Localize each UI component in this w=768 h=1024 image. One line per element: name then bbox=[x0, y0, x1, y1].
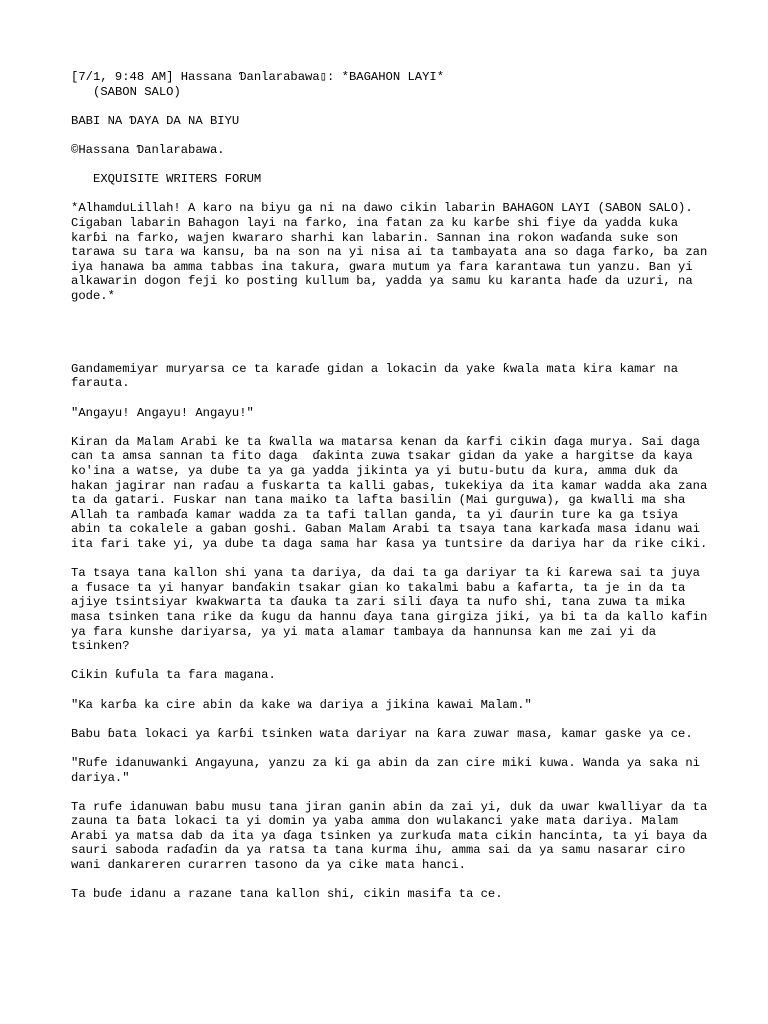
forum-name: EXQUISITE WRITERS FORUM bbox=[93, 172, 262, 187]
story-paragraph: Ta rufe idanuwan babu musu tana jiran ganin abin da zai yi, duk da uwar kwalliyar da ta zauna ta ɓata lokaci ta yi domin ya yaba amma don wulakanci yake mata dariya. Malam Arabi ya matsa dab da ita ya ɗaga tsinken ya zurkuɗa mata cikin hancinta, ta yi baya da sauri saboda raɗaɗin da ya ratsa ta tana kurma ihu, amma sai da ya samu nasarar ciro wani dankareren curarren tasono da ya cike mata hanci. bbox=[71, 799, 715, 873]
story-paragraph: Ta buɗe idanu a razane tana kallon shi, cikin masifa ta ce. bbox=[71, 887, 503, 902]
story-paragraph: "Angayu! Angayu! Angayu!" bbox=[71, 405, 254, 420]
story-paragraph: Cikin ƙufula ta fara magana. bbox=[71, 668, 276, 683]
story-paragraph: Ta tsaya tana kallon shi yana ta dariya, da dai ta ga dariyar ta ƙi ƙarewa sai ta juya a fusace ta yi hanyar banɗakin tsakar gian ko takalmi babu a ƙafarta, ta je in da ta ajiye tsintsiyar kwakwarta ta ɗauka ta zari sili ɗaya ta nufo shi, tana zuwa ta mika masa tsinken tana rike da ƙugu da hannu ɗaya tana girgiza jiki, ya bi ta da kallo kafin ya fara kunshe dariyarsa, ya yi mata alamar tambaya da hannunsa kan me zai yi da tsinken? bbox=[71, 566, 715, 654]
section-gap bbox=[71, 318, 711, 362]
story-paragraph: "Ka karɓa ka cire abin da kake wa dariya a jikina kawai Malam." bbox=[71, 697, 532, 712]
story-paragraph: Kiran da Malam Arabi ke ta ƙwalla wa matarsa kenan da ƙarfi cikin ɗaga murya. Sai daga can ta amsa sannan ta fito daga ɗakinta zuwa tsakar gidan da yake a hargitse da kaya ko'ina a watse, ya dube ta ya ga yadda jikinta ya yi butu-butu da kura, amma duk da hakan jagirar nan raɗau a fuskarta ta kalli gabas, tukekiya da ita kamar wadda aka zana ta da gatari. Fuskar nan tana maiko ta lafta basilin (Mai gurguwa), ga kwalli ma sha Allah ta rambaɗa kamar wadda za ta tafi tallan ganda, ta yi ɗaurin ture ka ga tsiya abin ta cokalele a gaban goshi. Gaban Malam Arabi ta tsaya tana karkaɗa masa idanu wai ita fari take yi, ya dube ta daga sama har ƙasa ya tuntsire da dariya har da rike ciki. bbox=[71, 434, 715, 552]
chapter-heading: BABI NA ƊAYA DA NA BIYU bbox=[71, 113, 240, 128]
story-paragraph: Babu ɓata lokaci ya ƙarɓi tsinken wata dariyar na ƙara zuwar masa, kamar gaske ya ce. bbox=[71, 726, 693, 741]
story-subtitle: (SABON SALO) bbox=[93, 84, 181, 99]
story-paragraph: "Rufe idanuwanki Angayuna, yanzu za ki ga abin da zan cire miki kuwa. Wanda ya saka ni dariya." bbox=[71, 755, 708, 785]
chat-header-line: [7/1, 9:48 AM] Hassana Ɗanlarabawa▯: *BAGAHON LAYI* bbox=[71, 70, 445, 84]
document-page bbox=[71, 70, 715, 916]
copyright-line: ©Hassana Ɗanlarabawa. bbox=[71, 142, 225, 157]
story-paragraph: Gandamemiyar muryarsa ce ta karaɗe gidan a lokacin da yake ƙwala mata kira kamar na farauta. bbox=[71, 361, 686, 391]
author-intro: *AlhamduLillah! A karo na biyu ga ni na dawo cikin labarin BAHAGON LAYI (SABON SALO). Cigaban labarin Bahagon layi na farko, ina fatan za ku karɓe shi fiye da yadda kuka karɓi na farko, wajen kwararo sharhi kan labarin. Sannan ina rokon waɗanda suke son tarawa su tara wa kansu, ba na son na yi nisa ai ta tambayata ana so daga farko, ba zan iya hanawa ba amma tabbas ina takura, gwara mutum ya fara karantawa tun yanzu. Ban yi alkawarin dogon feji ko posting kullum ba, yadda ya samu ku karanta haɗe da uzuri, na gode.* bbox=[71, 201, 715, 303]
